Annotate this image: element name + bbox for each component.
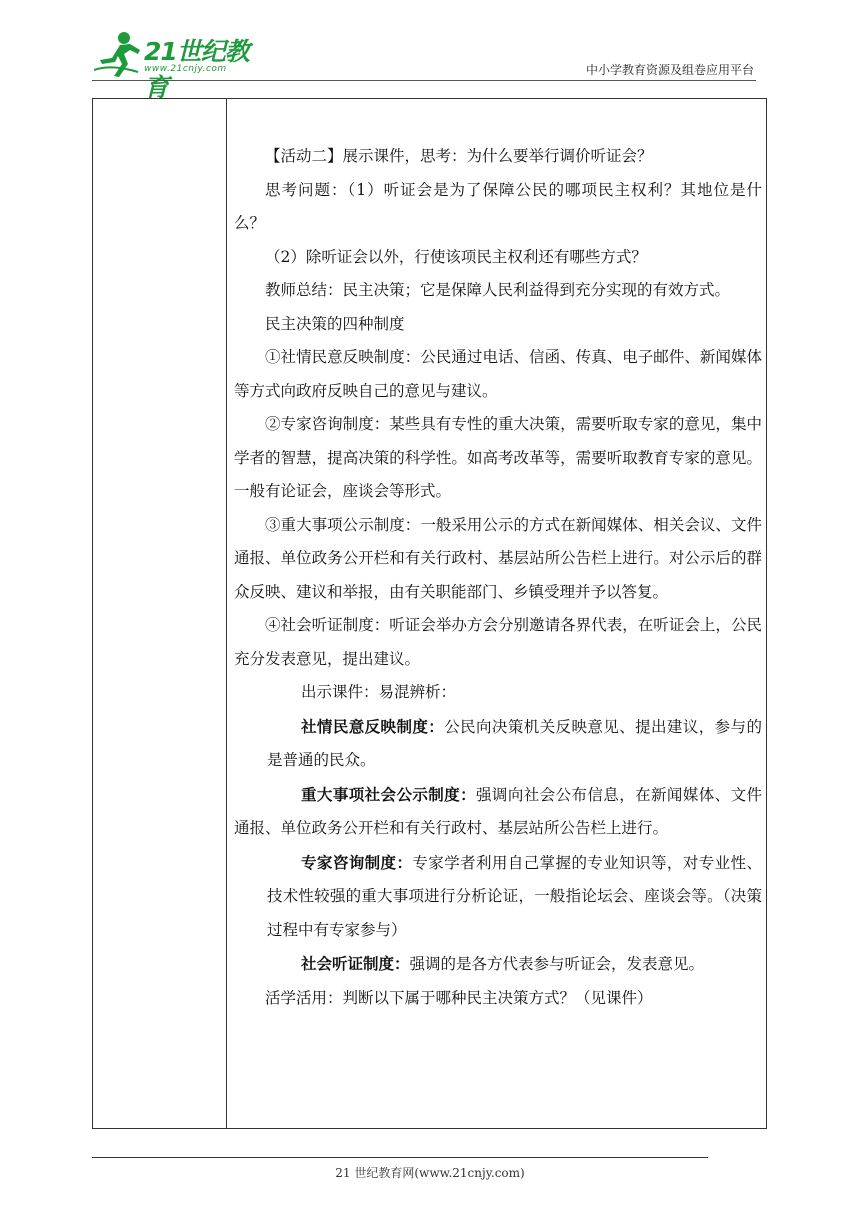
system-1: ①社情民意反映制度：公民通过电话、信函、传真、电子邮件、新闻媒体等方式向政府反映自己的意见与建议。: [234, 348, 762, 400]
logo-text: 21世纪教育: [144, 37, 249, 102]
logo-url: www.21cnjy.com: [144, 64, 227, 74]
column-divider: [226, 99, 227, 1128]
runner-icon: [92, 30, 144, 78]
system-4: ④社会听证制度：听证会举办方会分别邀请各界代表，在听证会上，公民充分发表意见，提出建议。: [234, 616, 762, 668]
question-1: 思考问题：（1）听证会是为了保障公民的哪项民主权利？其地位是什么？: [234, 180, 762, 232]
header-divider: [92, 80, 756, 81]
clarify-term: 专家咨询制度：: [301, 852, 413, 872]
show-courseware: 出示课件：易混辨析：: [301, 683, 457, 701]
page-footer: 21 世纪教育网(www.21cnjy.com): [335, 1166, 525, 1180]
clarify-text: 专家学者利用自己掌握的专业知识等，对专业性、技术性较强的重大事项进行分析论证，一般指论坛会、座谈会等。（决策过程中有专家参与）: [267, 853, 762, 939]
lesson-content: [234, 140, 762, 1015]
clarify-term: 社情民意反映制度：: [301, 716, 445, 736]
logo: [92, 30, 262, 102]
footer-divider: [92, 1157, 708, 1158]
activity-title: 【活动二】展示课件，思考：为什么要举行调价听证会？: [265, 147, 653, 165]
question-2: （2）除听证会以外，行使该项民主权利还有哪些方式？: [265, 247, 647, 266]
practice: 活学活用：判断以下属于哪种民主决策方式？（见课件）: [265, 988, 653, 1007]
system-3: ③重大事项公示制度：一般采用公示的方式在新闻媒体、相关会议、文件通报、单位政务公开栏和有关行政村、基层站所公告栏上进行。对公示后的群众反映、建议和举报，由有关职能部门、乡镇受理并予以答复。: [234, 515, 762, 601]
teacher-summary: 教师总结：民主决策；它是保障人民利益得到充分实现的有效方式。: [265, 281, 731, 299]
four-systems-title: 民主决策的四种制度: [265, 314, 405, 333]
clarify-text: 公民向决策机关反映意见、提出建议，参与的是普通的民众。: [267, 717, 762, 769]
page-header: [0, 0, 860, 102]
clarify-item: [234, 778, 762, 846]
clarify-item: [234, 710, 762, 778]
clarify-text: 强调向社会公布信息，在新闻媒体、文件通报、单位政务公开栏和有关行政村、基层站所公告栏上进行。: [234, 785, 762, 837]
clarify-term: 社会听证制度：: [301, 954, 410, 973]
clarify-term: 重大事项社会公示制度：: [301, 784, 477, 804]
clarify-text: 强调的是各方代表参与听证会，发表意见。: [409, 955, 705, 973]
clarify-item: [234, 846, 762, 948]
header-platform-label: 中小学教育资源及组卷应用平台: [585, 63, 754, 77]
system-2: ②专家咨询制度：某些具有专性的重大决策，需要听取专家的意见，集中学者的智慧，提高决策的科学性。如高考改革等，需要听取教育专家的意见。一般有论证会，座谈会等形式。: [234, 415, 762, 500]
clarify-item: [234, 947, 762, 982]
